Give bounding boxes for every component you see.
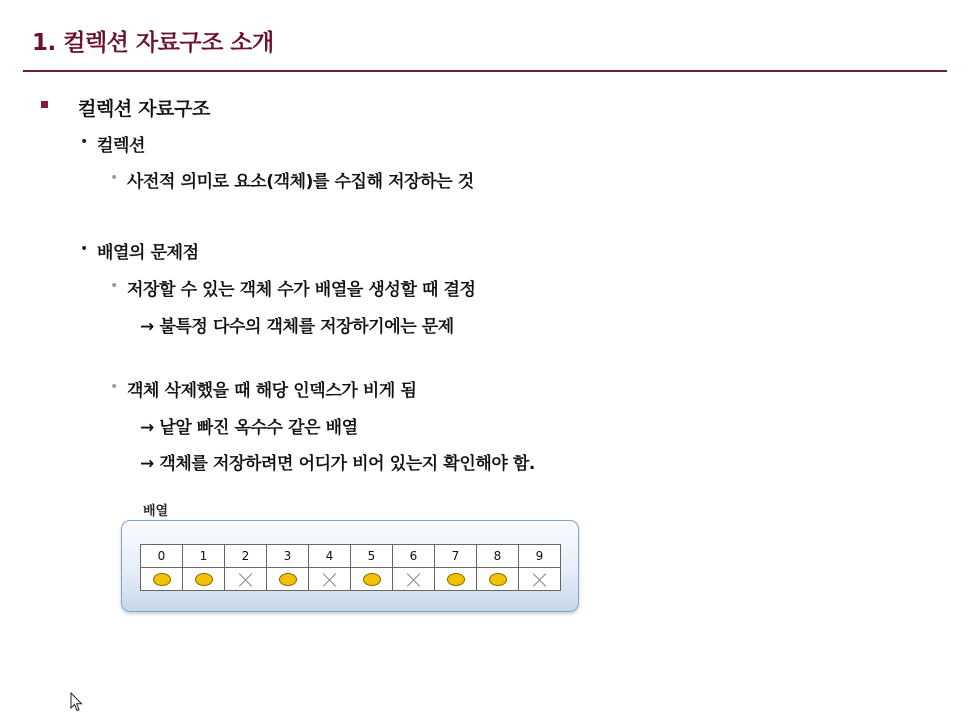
array-index-cell: 2: [225, 545, 267, 568]
array-index-cell: 3: [267, 545, 309, 568]
dot-bullet-icon: •: [80, 134, 89, 150]
page-title: 1. 컬렉션 자료구조 소개: [32, 30, 274, 56]
array-index-cell: 0: [141, 545, 183, 568]
array-slot-cell: [477, 568, 519, 591]
array-slot-cell: [519, 568, 561, 591]
array-slot-cell: [393, 568, 435, 591]
array-slot-cell: [141, 568, 183, 591]
stored-object-icon: [447, 573, 465, 586]
empty-slot-icon: [406, 572, 421, 587]
empty-slot-icon: [322, 572, 337, 587]
empty-slot-icon: [238, 572, 253, 587]
stored-object-icon: [195, 573, 213, 586]
array-index-cell: 1: [183, 545, 225, 568]
dot-bullet-icon: •: [110, 170, 119, 186]
array-index-cell: 9: [519, 545, 561, 568]
title-divider: [23, 70, 947, 72]
empty-slot-icon: [532, 572, 547, 587]
array-problems-label: 배열의 문제점: [97, 243, 199, 263]
problem-fixed-size-note: → 불특정 다수의 객체를 저장하기에는 문제: [140, 317, 454, 337]
problem-fixed-size: 저장할 수 있는 객체 수가 배열을 생성할 때 결정: [127, 280, 476, 300]
stored-object-icon: [489, 573, 507, 586]
stored-object-icon: [279, 573, 297, 586]
collection-description: 사전적 의미로 요소(객체)를 수집해 저장하는 것: [127, 172, 474, 192]
dot-bullet-icon: •: [80, 241, 89, 257]
problem-empty-index-note-2: → 객체를 저장하려면 어디가 비어 있는지 확인해야 함.: [140, 454, 535, 474]
array-slot-cell: [267, 568, 309, 591]
array-slot-cell: [309, 568, 351, 591]
stored-object-icon: [363, 573, 381, 586]
array-diagram-label: 배열: [143, 504, 169, 519]
array-index-cell: 4: [309, 545, 351, 568]
stored-object-icon: [153, 573, 171, 586]
array-index-cell: 6: [393, 545, 435, 568]
square-bullet-icon: [41, 101, 48, 108]
mouse-pointer-icon: [70, 692, 83, 712]
problem-empty-index: 객체 삭제했을 때 해당 인덱스가 비게 됨: [127, 381, 417, 401]
array-slot-cell: [183, 568, 225, 591]
array-slot-row: [141, 568, 561, 591]
array-index-cell: 8: [477, 545, 519, 568]
dot-bullet-icon: •: [110, 278, 119, 294]
array-slot-cell: [351, 568, 393, 591]
collection-label: 컬렉션: [97, 136, 146, 156]
array-index-row: [141, 545, 561, 568]
array-slot-cell: [225, 568, 267, 591]
section-heading: 컬렉션 자료구조: [78, 98, 210, 120]
array-index-cell: 7: [435, 545, 477, 568]
array-slot-cell: [435, 568, 477, 591]
dot-bullet-icon: •: [110, 379, 119, 395]
array-index-cell: 5: [351, 545, 393, 568]
array-diagram-table: [140, 544, 561, 591]
problem-empty-index-note-1: → 낱알 빠진 옥수수 같은 배열: [140, 418, 358, 438]
